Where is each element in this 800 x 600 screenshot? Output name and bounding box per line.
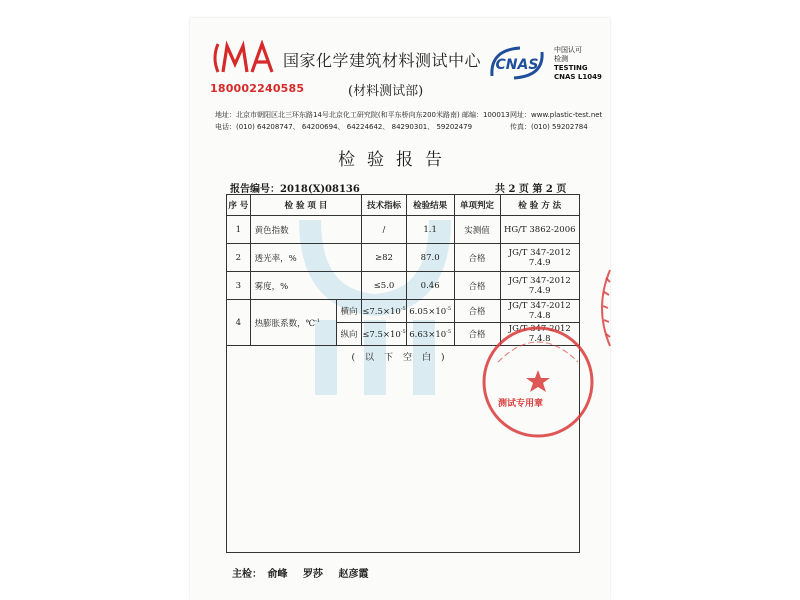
report-title: 检验报告 xyxy=(338,150,454,170)
row-result: 1.1 xyxy=(406,216,454,244)
table-row xyxy=(227,300,580,323)
cnas-line1: 中国认可 xyxy=(554,46,582,54)
table-row xyxy=(227,244,580,272)
row-method: JG/T 347-2012 7.4.8 xyxy=(500,323,580,346)
blank-note: (以下空白) xyxy=(351,353,455,363)
page-info: 共 2 页 第 2 页 xyxy=(495,184,567,195)
report-number: 报告编号：2018(X)08136 xyxy=(230,184,360,195)
cnas-line4: CNAS L1049 xyxy=(554,73,602,81)
row-seq: 3 xyxy=(227,272,251,300)
header-seq: 序 号 xyxy=(227,195,251,216)
row-item: 黄色指数 xyxy=(250,216,362,244)
table-row xyxy=(227,216,580,244)
result-text: 6.05×10 xyxy=(409,306,447,317)
official-stamp-icon xyxy=(478,322,598,442)
spec-text: ≤7.5×10 xyxy=(362,329,401,340)
header-verdict: 单项判定 xyxy=(454,195,500,216)
result-sup: -5 xyxy=(446,305,452,312)
side-seal-icon xyxy=(588,268,618,348)
spec-sup: -5 xyxy=(400,305,406,312)
row-spec: / xyxy=(362,216,406,244)
row-verdict: 实测值 xyxy=(454,216,500,244)
row-spec: ≥82 xyxy=(362,244,406,272)
row-spec xyxy=(362,323,406,346)
header-method: 检 验 方 法 xyxy=(500,195,580,216)
row-item-text: 热膨胀系数，℃ xyxy=(254,318,316,329)
row-direction: 纵向 xyxy=(336,323,362,346)
header-spec: 技术指标 xyxy=(362,195,406,216)
row-item-sup: -1 xyxy=(315,317,320,324)
cma-code: 180002240585 xyxy=(210,82,305,95)
header-result: 检验结果 xyxy=(406,195,454,216)
cnas-line2: 检测 xyxy=(554,55,568,63)
inspector-name: 赵彦霞 xyxy=(338,569,369,580)
result-text: 6.63×10 xyxy=(409,329,447,340)
row-item xyxy=(250,300,336,346)
website-line: 网址：www.plastic-test.net xyxy=(510,111,603,119)
cnas-accreditation xyxy=(554,46,602,82)
phone-line: 电话：(010) 64208747、 64200694、 64224642、 84290301、 59202479 xyxy=(215,123,473,131)
row-method: JG/T 347-2012 7.4.8 xyxy=(500,300,580,323)
row-spec xyxy=(362,300,406,323)
row-direction: 横向 xyxy=(336,300,362,323)
row-method: HG/T 3862-2006 xyxy=(500,216,580,244)
row-method: JG/T 347-2012 7.4.9 xyxy=(500,244,580,272)
row-item: 透光率，% xyxy=(250,244,362,272)
inspector-name: 罗莎 xyxy=(302,569,323,580)
table-row xyxy=(227,272,580,300)
svg-text:CNAS: CNAS xyxy=(495,57,539,73)
cma-logo-icon xyxy=(210,40,278,76)
spec-sup: -5 xyxy=(400,328,406,335)
row-seq: 1 xyxy=(227,216,251,244)
row-seq: 4 xyxy=(227,300,251,346)
table-header-row xyxy=(227,195,580,216)
row-verdict: 合格 xyxy=(454,244,500,272)
cnas-logo-icon xyxy=(486,42,548,84)
row-result: 0.46 xyxy=(406,272,454,300)
org-name: 国家化学建筑材料测试中心 xyxy=(283,51,482,70)
header-item: 检 验 项 目 xyxy=(250,195,362,216)
dept-name: (材料测试部) xyxy=(348,84,424,99)
fax-line: 传真：(010) 59202784 xyxy=(510,123,588,131)
row-result xyxy=(406,323,454,346)
row-item: 雾度，% xyxy=(250,272,362,300)
address-line: 地址：北京市朝阳区北三环东路14号北京化工研究院(和平东桥向东200米路南) 邮编：100013 xyxy=(215,111,510,119)
stamp-text: 测试专用章 xyxy=(498,399,544,409)
row-method: JG/T 347-2012 7.4.9 xyxy=(500,272,580,300)
row-verdict: 合格 xyxy=(454,300,500,323)
inspector-label: 主检： xyxy=(232,569,262,580)
row-spec: ≤5.0 xyxy=(362,272,406,300)
row-result: 87.0 xyxy=(406,244,454,272)
inspector-name: 俞峰 xyxy=(267,569,288,580)
row-result xyxy=(406,300,454,323)
cnas-line3: TESTING xyxy=(554,64,588,72)
row-seq: 2 xyxy=(227,244,251,272)
row-verdict: 合格 xyxy=(454,323,500,346)
row-verdict: 合格 xyxy=(454,272,500,300)
result-sup: -5 xyxy=(446,328,452,335)
inspector-line xyxy=(232,565,380,580)
spec-text: ≤7.5×10 xyxy=(362,306,401,317)
